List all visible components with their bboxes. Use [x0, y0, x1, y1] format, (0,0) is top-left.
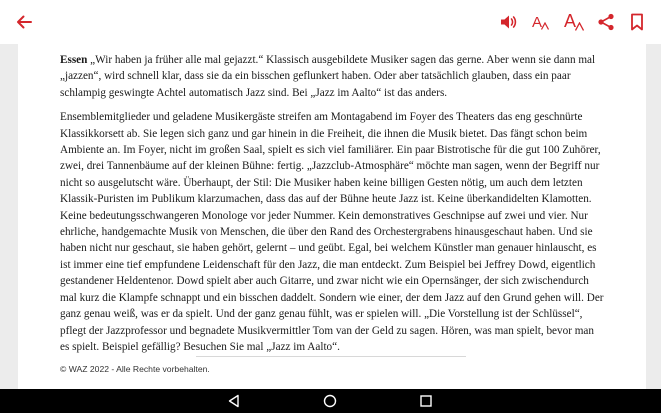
copyright-text: © WAZ 2022 - Alle Rechte vorbehalten. [60, 364, 210, 374]
article-paragraph-1 [60, 52, 606, 101]
back-arrow-icon[interactable] [15, 13, 33, 31]
article-body [60, 52, 606, 363]
speaker-icon[interactable] [499, 13, 517, 31]
font-increase-icon[interactable] [563, 10, 583, 32]
back-triangle-icon[interactable] [227, 394, 241, 408]
article-paragraph-2: Ensemblemitglieder und geladene Musikergäste streifen am Montagabend im Foyer des Theaters das eng geschnürte Klassikkorsett ab. Sie legen sich ganz und gar hinein in die Freiheit, die ihnen die Musik bietet. Das fängt schon beim Ambiente an. Im Foyer, nicht im großen Saal, spielt es sich viel familiärer. Ein paar Bistrotische für die gut 100 Zuhörer, zwei, drei Tannenbäume auf der kleinen Bühne: fertig. „Jazzclub-Atmosphäre“ möchte man sagen, wenn der Begriff nur nicht so ausgelutscht wäre. Überhaupt, der Stil: Die Musiker haben keine billigen Gesten nötig, um auch dem letzten Klassik-Puristen im Publikum klarzumachen, dass das auf der Bühne heute Jazz ist. Keine überkandidelten Klamotten. Keine bedeutungsschwangeren Monologe vor jeder Nummer. Kein demonstratives Geschnipse auf zwei und vier. Nur ehrliche, handgemachte Musik von Menschen, die über den Rand des Orchestergrabens hinausgeschaut haben. Und sie haben nicht nur geschaut, sie haben gehört, gelernt – und geübt. Egal, bei welchem Künstler man genauer hinlauscht, es ist immer eine tief empfundene Leidenschaft für den Jazz, die man entdeckt. Zum Beispiel bei Jeffrey Dowd, eigentlich gestandener Heldentenor. Dowd spielt aber auch Gitarre, und zwar nicht wie ein Opernsänger, der sich zwischendurch mal kurz die Klampfe schnappt und ein bisschen daddelt. Sondern wie einer, der dem Jazz auf den Grund gehen will. Der ganz genau weiß, was er da spielt. Und der ganz genau fühlt, was er spielen will. „Die Vorstellung ist der Schlüssel“, pflegt der Jazzprofessor und begnadete Musikvermittler Tom van der Geld zu sagen. Hören, was man spielt, bevor man es spielt. Beispiel gefällig? Besuchen Sie mal „Jazz im Aalto“. [60, 111, 604, 353]
dateline: Essen [60, 54, 88, 66]
font-large-letter: A [564, 11, 577, 31]
recents-square-icon[interactable] [419, 394, 433, 408]
top-app-bar [0, 0, 661, 44]
font-decrease-icon[interactable] [531, 12, 549, 32]
font-small-letter: A [532, 14, 543, 31]
share-icon[interactable] [597, 13, 615, 31]
article-card [18, 44, 646, 389]
paragraph-1-text: „Wir haben ja früher alle mal gejazzt.“ Klassisch ausgebildete Musiker sagen das gerne. Aber wenn sie dann mal „jazzen“, wird schnell klar, dass sie da ein bisschen geflunkert haben. Oder aber tatsächlich glauben, dass ein paar schlampig geswingte Achtel automatisch Jazz sind. Bei „Jazz im Aalto“ ist das anders. [60, 54, 596, 99]
bookmark-icon[interactable] [630, 13, 644, 31]
system-navigation-bar [0, 389, 661, 413]
home-circle-icon[interactable] [323, 394, 337, 408]
divider [196, 356, 466, 357]
